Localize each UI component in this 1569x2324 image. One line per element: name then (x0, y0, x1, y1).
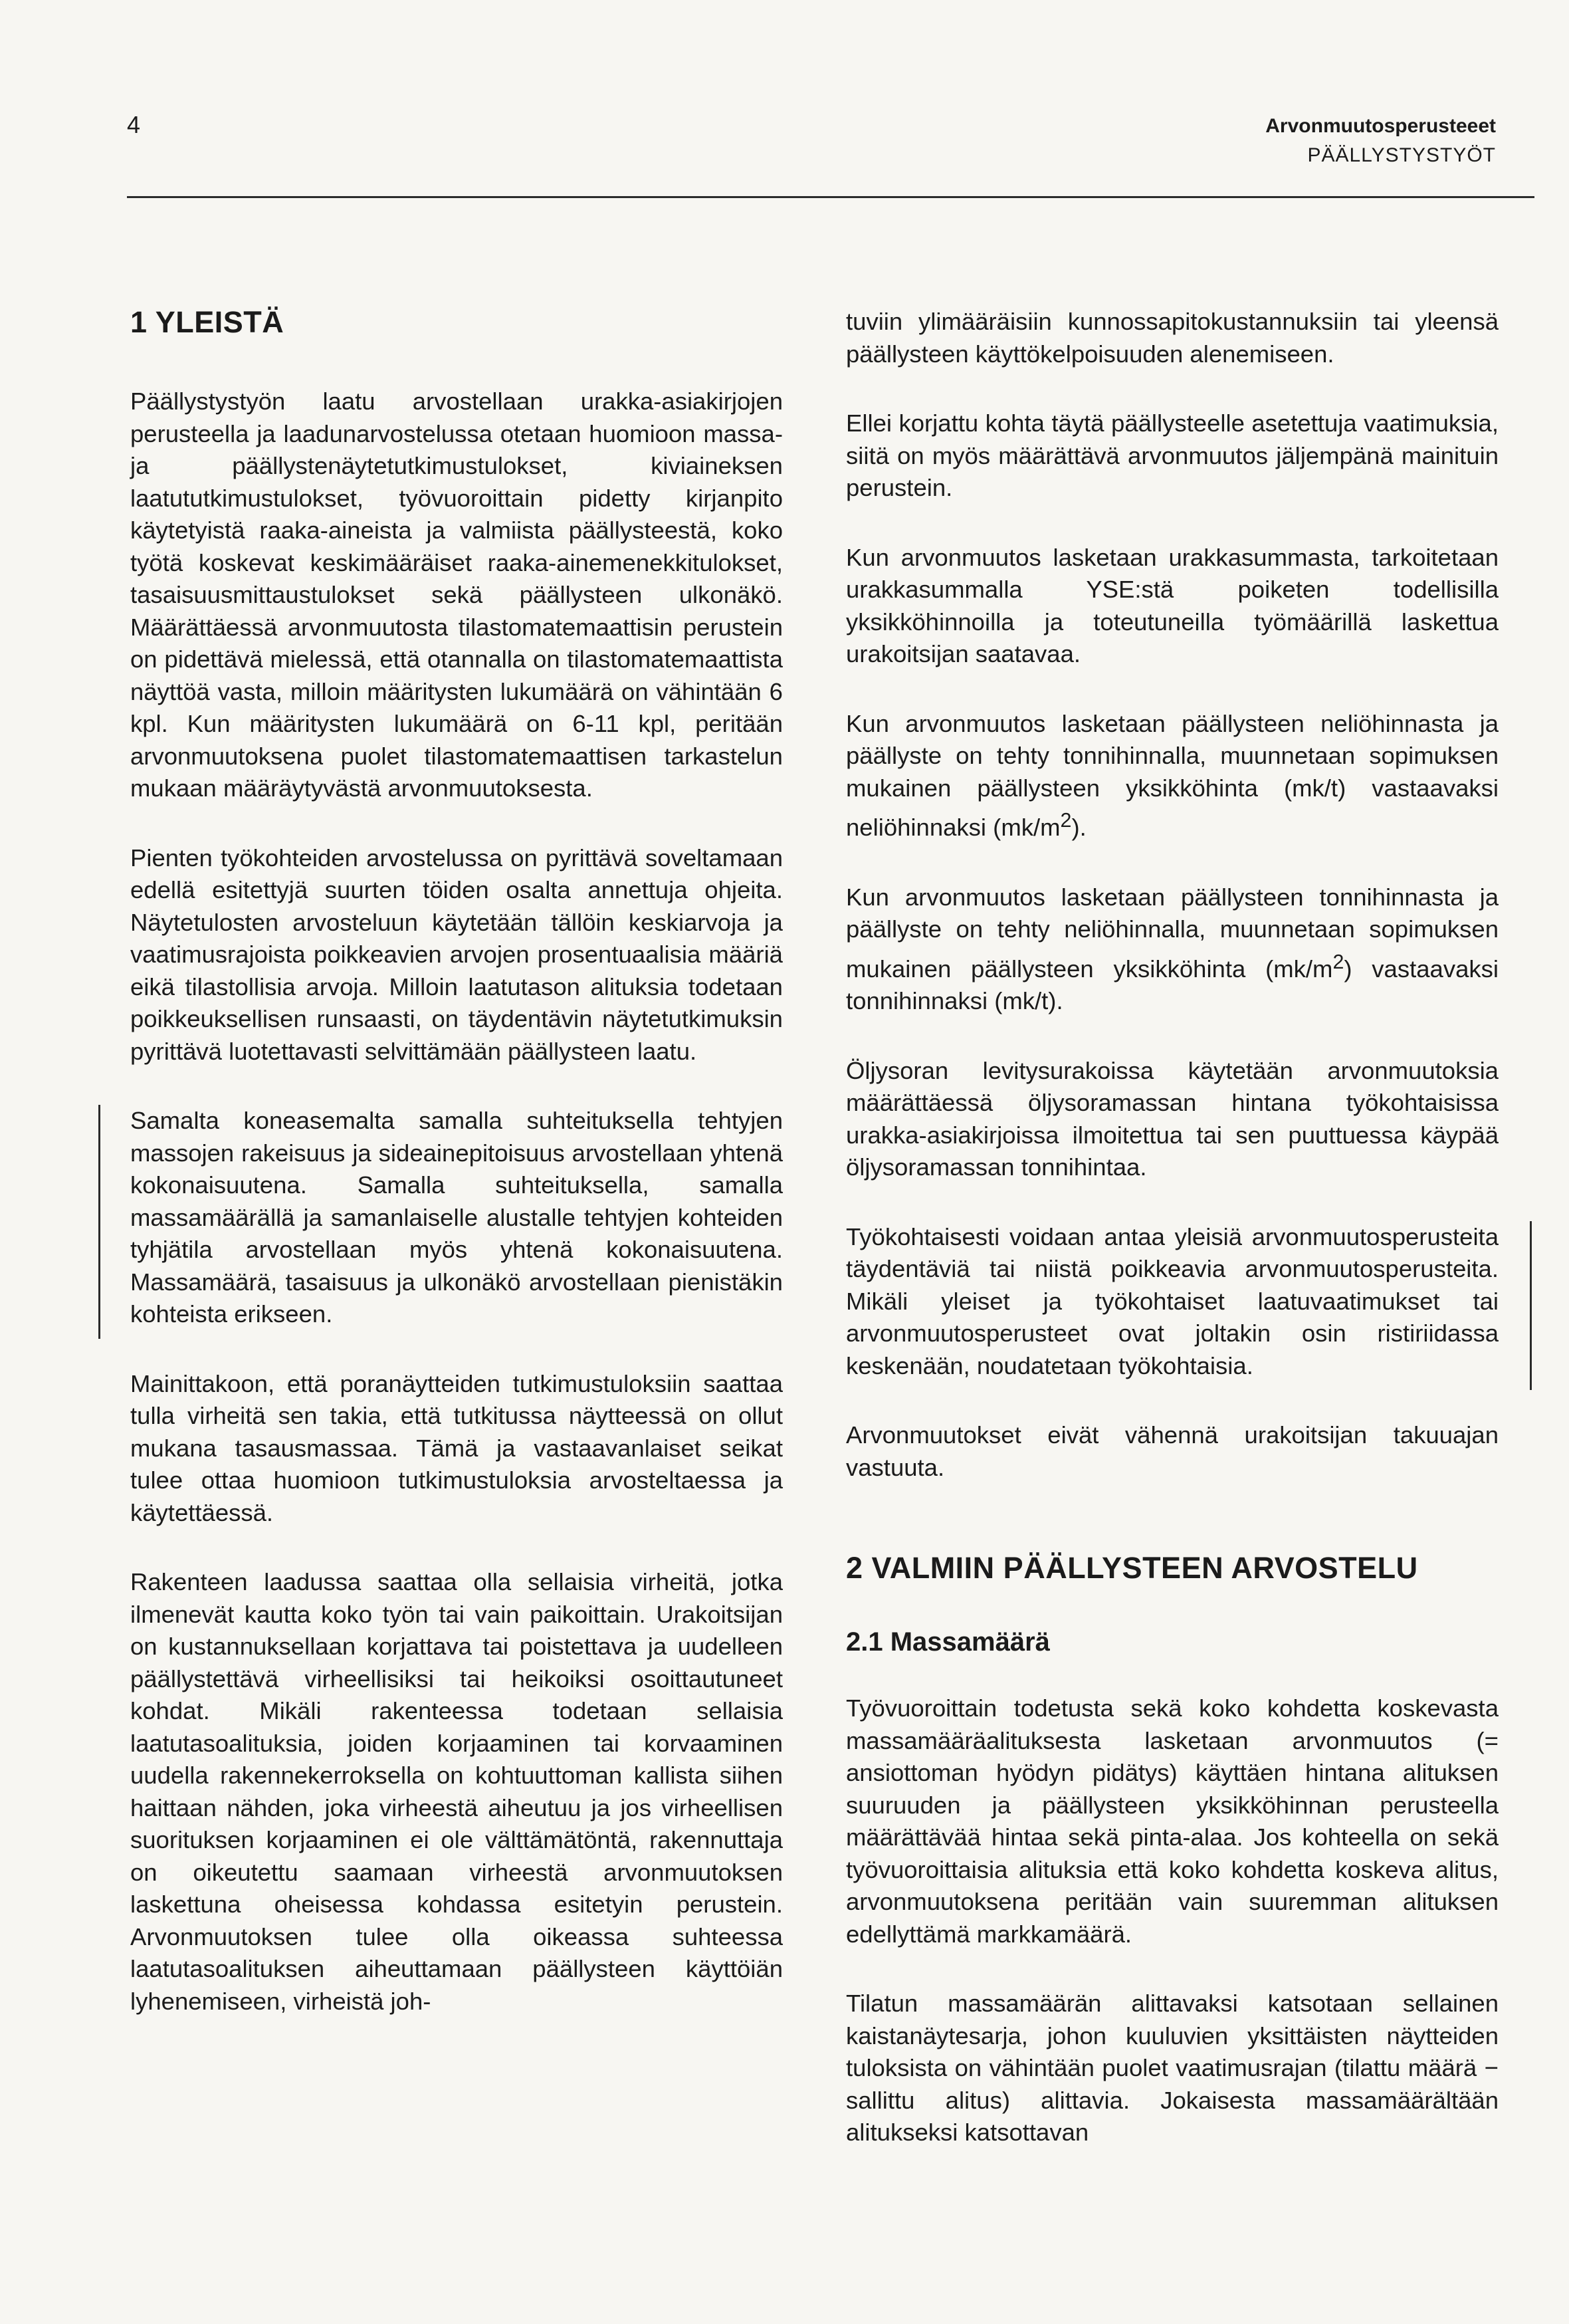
page-number: 4 (127, 111, 141, 138)
paragraph-text-end: ) vastaavaksi tonnihinnaksi (mk/t). (846, 955, 1499, 1015)
superscript: 2 (1332, 950, 1344, 973)
paragraph: Mainittakoon, että poranäytteiden tutkimustuloksiin saattaa tulla virheitä sen takia, että tutkitussa näytteessä on ollut mukana tasausmassaa. Tämä ja vastaavanlaiset seikat tulee ottaa huomioon tutkimustuloksia arvosteltaessa ja käytettäessä. (130, 1369, 783, 1526)
header-rule (127, 196, 1534, 198)
running-head-title: Arvonmuutosperusteeet (1265, 115, 1496, 137)
section-heading-1: 1 YLEISTÄ (130, 305, 284, 339)
paragraph: Öljysoran levitysurakoissa käytetään arvonmuutoksia määrättäessä öljysoramassan hintana työkohtaisissa urakka-asiakirjoissa ilmoitettua tai sen puuttuessa käypää öljysoramassan tonnihintaa. (846, 1056, 1499, 1181)
paragraph: Pienten työkohteiden arvostelussa on pyrittävä soveltamaan edellä esitettyjä suurten töiden osalta annettuja ohjeita. Näytetulosten arvosteluun käytetään tällöin keskiarvoja ja vaatimusrajoista poikkeavien arvojen prosentuaalisia määriä eikä tilastollisia arvoja. Milloin laatutason alituksia todetaan poikkeuksellisen runsaasti, on täydentävin näytetutkimuksin pyrittävä luotettavasti selvittämään päällysteen laatu. (130, 844, 783, 1065)
running-head (1265, 112, 1496, 170)
paragraph-text-end: ). (1071, 814, 1087, 842)
paragraph: tuviin ylimääräisiin kunnossapitokustannuksiin tai yleensä päällysteen käyttökelpoisuuden alenemiseen. (846, 308, 1499, 368)
paragraph: Rakenteen laadussa saattaa olla sellaisia virheitä, jotka ilmenevät kautta koko työn tai vain paikoittain. Urakoitsijan on kustannuksellaan korjattava tai poistettava ja uudelleen päällystettävä virheellisiksi tai heikoiksi osoittautuneet kohdat. Mikäli rakenteessa todetaan sellaisia laatutasoalituksia, joiden korjaaminen tai korvaaminen uudella rakennekerroksella on kohtuuttoman kallista siihen haittaan nähden, joka virheestä aiheutuu ja jos virheellisen suorituksen korjaaminen ei ole välttämätöntä, rakennuttaja on oikeutettu saamaan virheestä arvonmuutoksen laskettuna oheisessa kohdassa esitetyin perustein. Arvonmuutoksen tulee olla oikeassa suhteessa laatutasoalituksen aiheuttamaan päällysteen käyttöiän lyhenemiseen, virheistä joh- (130, 1568, 783, 2015)
section-heading-2: 2 VALMIIN PÄÄLLYSTEEN ARVOSTELU (846, 1551, 1418, 1585)
paragraph: Päällystystyön laatu arvostellaan urakka-asiakirjojen perusteella ja laadunarvostelussa otetaan huomioon massa- ja päällystenäytetutkimustulokset, kiviaineksen laatututkimustulokset, työvuoroittain pidetty kirjanpito käytetyistä raaka-aineista ja valmiista päällysteestä, koko työtä koskevat keskimääräiset raaka-ainemenekkitulokset, tasaisuusmittaustulokset sekä päällysteen ulkonäkö. Määrättäessä arvonmuutosta tilastomatemaattisin perustein on pidettävä mielessä, että otannalla on tilastomatemaattista näyttöä vasta, milloin määritysten lukumäärä on vähintään 6 kpl. Kun määritysten lukumäärä on 6-11 kpl, peritään arvonmuutoksena puolet tilastomatemaattisen tarkastelun mukaan määräytyvästä arvonmuutoksesta. (130, 388, 783, 802)
paragraph-text: Kun arvonmuutos lasketaan päällysteen neliöhinnasta ja päällyste on tehty tonnihinnalla, muunnetaan sopimuksen mukainen päällysteen yksikköhinta (mk/t) vastaavaksi neliöhinnaksi (mk/m (846, 709, 1499, 842)
subsection-heading-2-1: 2.1 Massamäärä (846, 1627, 1050, 1657)
paragraph-change-marked: Samalta koneasemalta samalla suhteituksella tehtyjen massojen rakeisuus ja sideainepitoisuus arvostellaan yhtenä kokonaisuutena. Samalla suhteituksella, samalla massamäärällä ja samanlaiselle alustalle tehtyjen kohteiden tyhjätila arvostellaan myös yhtenä kokonaisuutena. Massamäärä, tasaisuus ja ulkonäkö arvostellaan pienistäkin kohteista erikseen. (130, 1105, 783, 1331)
paragraph-neliohinta (846, 708, 1499, 844)
paragraph-tonnihinta (846, 881, 1499, 1018)
left-column (130, 304, 783, 2055)
superscript: 2 (1060, 809, 1072, 832)
right-column (846, 306, 1499, 2186)
paragraph: Työvuoroittain todetusta sekä koko kohdetta koskevasta massamääräalituksesta lasketaan arvonmuutos (= ansiottoman hyödyn pidätys) käyttäen hintana alituksen suuruuden ja päällysteen yksikköhinnan perusteella määrättävää hintaa sekä pinta-alaa. Jos kohteella on sekä työvuoroittaisia alituksia että koko kohdetta koskeva alitus, arvonmuutoksena peritään vain suuremman alituksen edellyttämä markkamäärä. (846, 1694, 1499, 1948)
paragraph: Tilatun massamäärän alittavaksi katsotaan sellainen kaistanäytesarja, johon kuuluvien yksittäisten näytteiden tuloksista on vähintään puolet vaatimusrajan (tilattu määrä − sallittu alitus) alittavia. Jokaisesta massamäärältään alitukseksi katsottavan (846, 1990, 1499, 2147)
paragraph-text: Kun arvonmuutos lasketaan päällysteen tonnihinnasta ja päällyste on tehty neliöhinnalla, muunnetaan sopimuksen mukainen päällysteen yksikköhinta (mk/m (846, 883, 1499, 983)
paragraph: Kun arvonmuutos lasketaan urakkasummasta, tarkoitetaan urakkasummalla YSE:stä poiketen todellisilla yksikköhinnoilla ja toteutuneilla työmäärillä laskettua urakoitsijan saatavaa. (846, 543, 1499, 667)
paragraph: Ellei korjattu kohta täytä päällysteelle asetettuja vaatimuksia, siitä on myös määrättävä arvonmuutos jäljempänä mainituin perustein. (846, 409, 1499, 501)
paragraph-change-marked: Työkohtaisesti voidaan antaa yleisiä arvonmuutosperusteita täydentäviä tai niistä poikkeavia arvonmuutosperusteita. Mikäli yleiset ja työkohtaiset laatuvaatimukset tai arvonmuutosperusteet ovat joltakin osin ristiriidassa keskenään, noudatetaan työkohtaisia. (846, 1221, 1499, 1383)
running-head-subtitle: PÄÄLLYSTYSTYÖT (1307, 144, 1496, 166)
paragraph: Arvonmuutokset eivät vähennä urakoitsijan takuuajan vastuuta. (846, 1421, 1499, 1481)
